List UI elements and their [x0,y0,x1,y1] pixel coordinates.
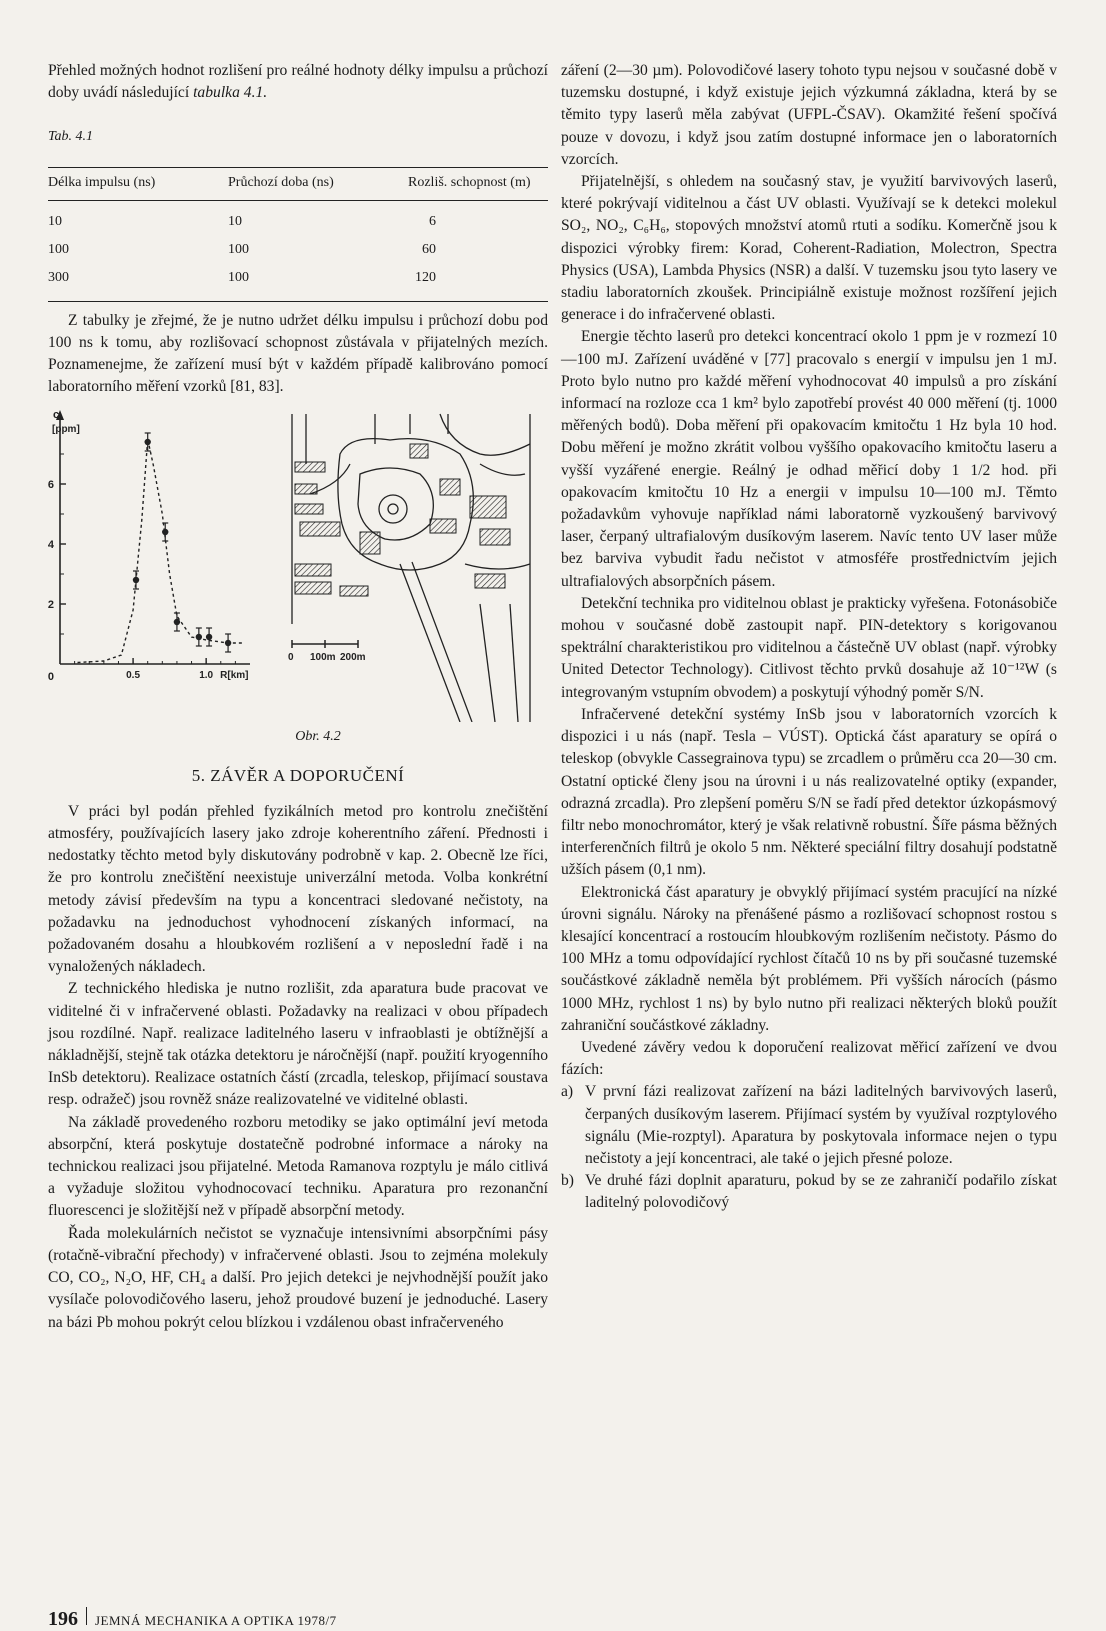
list-text: Ve druhé fázi doplnit aparaturu, pokud by se ze zahraničí podařilo získat laditelný polovodičový [585,1172,1057,1212]
y-tick-label: 2 [48,599,54,612]
paragraph: Řada molekulárních nečistot se vyznačuje intensivními absorpčními pásy (rotačně-vibrační přechody) v infračervené oblasti. Jsou to zejména molekuly CO, CO₂, N₂O, HF, CH₄ a další. Pro jejich detekci je nejvhodnější použít jako vysílače polovodičového laseru, jehož proudové buzení je jednoduché. Lasery na bázi Pb mohou pokrýt celou blízkou i vzdálenou obast infračerveného [48,1224,548,1331]
table-reference: tabulka 4.1. [193,84,268,102]
map-scale-200m: 200m [340,652,366,664]
list-item [561,1170,1057,1214]
table-4-1 [48,167,548,302]
y-unit-label: [ppm] [52,424,80,436]
paragraph: Přijatelnější, s ohledem na současný stav, je využití barvivových laserů, které pokrývají viditelnou a část UV oblasti. Využívají se k detekci molekul SO₂, NO₂, C₆H₆, stopových množství atomů rtuti a sodíku. Komerčně jsou k dispozici výrobky firem: Korad, Coherent-Radiation, Molectron, Spectra Physics (USA), Lambda Physics (NSR) a další. V tuzemsku jsou tyto lasery ve stadiu laboratorních zkoušek. Principiálně existuje možnost rozšíření jejich generace i do infračervené oblasti. [561,173,1057,324]
table-cell: 10 [228,213,242,229]
data-point [133,577,139,583]
data-point [225,640,231,646]
paragraph: Elektronická část aparatury je obvyklý přijímací systém pracující na nízké úrovni signálu. Nároky na přenášené pásmo a rozlišovací schopnost rostou s klesající koncentrací a rostoucím hloubkovým rozlišením nečistoty. Pásmo do 100 MHz a tomu odpovídající rychlost čítačů 10 ns by při současné tuzemské součástkové základně neměla být problémem. Při vyšších nárocích (pásmo 1000 MHz, rychlost 1 ns) by bylo nutno při realizaci některých bloků použít zahraniční součástkové základny. [561,883,1057,1034]
concentration-curve [78,439,243,663]
journal-name: JEMNÁ MECHANIKA A OPTIKA 1978/7 [95,1613,337,1628]
data-point [174,619,180,625]
right-column [561,60,1057,1215]
list-marker: b) [561,1172,574,1190]
map-scale-zero: 0 [288,652,294,664]
paragraph: Uvedené závěry vedou k doporučení realizovat měřicí zařízení ve dvou fázích: [561,1038,1057,1079]
paragraph: Na základě provedeného rozboru metodiky se jako optimální jeví metoda absorpční, která poskytuje dostatečně podrobné informace a nároky na technickou realizaci jsou přijatelné. Metoda Ramanova rozptylu je málo citlivá a vyžaduje složitou vyhodnocovací techniku. Aparatura pro rezonanční fluorescenci je složitější než v případě absorpční metody. [48,1113,548,1220]
concentration-graph [48,404,268,722]
section-heading: 5. ZÁVĚR A DOPORUČENÍ [191,765,405,785]
table-header-pulse: Délka impulsu (ns) [48,167,228,200]
table-cell: 60 [422,241,436,257]
table-cell: 6 [429,213,436,229]
table-cell: 120 [408,264,548,302]
list-marker: a) [561,1083,574,1101]
paragraph: Energie těchto laserů pro detekci koncentrací okolo 1 ppm je v rozmezí 10—100 mJ. Zařízení uváděné v [77] pracovalo s energií v impulsu jen 1 mJ. Proto bylo nutno pro každé měření vyhodnocovat 40 impulsů a pro získání informací na rozloze cca 1 km² bylo zapotřebí provést 40 000 měření (tj. 1000 měřených bodů). Doba měření při opakovacím kmitočtu 1 Hz byla 10 hod. Dobu měření je možno zkrátit volbou vyššího opakovacího kmitočtu laseru a vyšší vyzářené energie. Reálný je odhad měřicí doby 1 1/2 hod. při opakovacím kmitočtu 10 Hz a energii v impulsu 10—100 mJ. Těmto požadavkům vyhovuje například námi laboratorně vyzkoušený barvivový laser, čerpaný ultrafialovým dusíkovým laserem. Navíc tento UV laser může bez barviva vybudit řadu nečistot v atmosféře prostřednictvím jejich ultrafialových absorpčních pásem. [561,328,1057,590]
paragraph: záření (2—30 µm). Polovodičové lasery tohoto typu nejsou v současné době v tuzemsku dostupné, i když existuje jejich výzkumná základna, která by se těmito typy laserů měla zabývat (UFPL-ČSAV). Okamžité řešení spočívá pouze v dovozu, i když jsou zatím dostupné informace jen o laboratorních vzorcích. [561,62,1057,168]
y-unit-symbol: c [52,409,60,422]
table-row [48,264,548,302]
paragraph: Detekční technika pro viditelnou oblast je prakticky vyřešena. Fotonásobiče mohou v současné době zastoupit např. PIN-detektory s korigovanou spektrální charakteristikou pro viditelnou a částečně UV oblast (např. výrobky United Detector Technology). Citlivost těchto prvků dosahuje až 10⁻¹²W (s integrovaným vstupním obvodem) a poskytují výhodný poměr S/N. [561,594,1057,701]
list-text: V první fázi realizovat zařízení na bázi laditelných barvivových laserů, čerpaných dusíkovým laserem. Přijímací systém by využíval rozptylového signálu (Mie-rozptyl). Aparatura by poskytovala informace nejen o typu nečistoty a její koncentraci, ale také o jejich přesné poloze. [585,1083,1057,1167]
x-tick-label: 0.5 [126,670,141,682]
map-scale-100m: 100m [310,652,336,664]
paragraph: Z technického hlediska je nutno rozlišit, zda aparatura bude pracovat ve viditelné či v infračervené oblasti. Požadavky na realizaci v obou případech jsou rozdílné. Např. realizace laditelného laseru v infraoblasti je obtížnější a nákladnější, stejně tak otázka detektoru je náročnější (např. použití kryogenního InSb detektoru). Realizace ostatních částí (zrcadla, teleskop, přijímací soustava resp. odražeč) jsou rovněž snáze realizovatelné ve viditelné oblasti. [48,980,548,1109]
x-tick-label: 1.0 [199,670,214,682]
table-cell: 100 [48,241,69,257]
site-map-figure [280,404,540,722]
table-header-resolution: Rozliš. schopnost (m) [408,167,548,200]
table-row [48,236,548,264]
table-cell: 10 [48,213,62,229]
paragraph-after-table: Z tabulky je zřejmé, že je nutno udržet délku impulsu i průchozí dobu pod 100 ns k tomu, aby rozlišovací schopnost zůstávala v přijatelných mezích. Poznamenejme, že zařízení musí být v každém případě kalibrováno pomocí laboratorního měření vzorků [81, 83]. [48,311,548,396]
paragraph: V práci byl podán přehled fyzikálních metod pro kontrolu znečištění atmosféry, používajících lasery jako zdroje koherentního záření. Přednosti i nedostatky těchto metod byly diskutovány podrobně v kap. 2. Obecně lze říci, že pro kontrolu znečištění neexistuje univerzální metoda. Volba konkrétní metody závisí především na typu a koncentraci sledované nečistoty, na požadavku na jednoduchost vyhodnocení získaných informací, na požadovaném dosahu a hloubkovém rozlišení a v neposlední řadě i na vynaložených nákladech. [48,802,548,976]
list-item [561,1081,1057,1170]
table-cell: 300 [48,264,228,302]
figure-4-2 [48,404,548,722]
figure-caption: Obr. 4.2 [295,729,341,745]
footer-divider [86,1607,87,1625]
intro-paragraph: Přehled možných hodnot rozlišení pro reálné hodnoty délky impulsu a průchozí doby uvádí následující tabulka 4.1. [48,62,548,102]
table-cell: 100 [228,241,249,257]
left-column [48,60,548,1334]
x-unit-label: R[km] [220,670,249,682]
page-number: 196 [48,1608,78,1630]
y-tick-label: 0 [48,671,54,684]
y-tick-label: 6 [48,479,54,492]
data-point [162,529,168,535]
data-point [144,439,150,445]
y-tick-label: 4 [48,539,54,552]
table-header-transit: Průchozí doba (ns) [228,167,408,200]
paragraph: Infračervené detekční systémy InSb jsou v laboratorních vzorcích k dispozici i u nás (např. Tesla – VÚST). Optická část aparatury se opírá o teleskop (obvykle Cassegrainova typu) se zrcadlem o průměru cca 20—30 cm. Ostatní optické členy jsou na úrovni i u nás realizovatelné optiky (expander, odrazná zrcadla). Pro zlepšení poměru S/N se řadí před detektor úzkopásmový filtr nebo monochromátor, který je však relativně robustní. Šíře pásma běžných interferenčních filtrů je okolo 5 nm. Některé speciální filtry dosahují podstatně užších pásem (0,1 nm). [561,705,1057,879]
table-cell: 100 [228,264,408,302]
table-row [48,200,548,236]
table-caption: Tab. 4.1 [48,129,94,145]
data-point [206,634,212,640]
page-footer [48,1607,337,1631]
data-point [196,634,202,640]
